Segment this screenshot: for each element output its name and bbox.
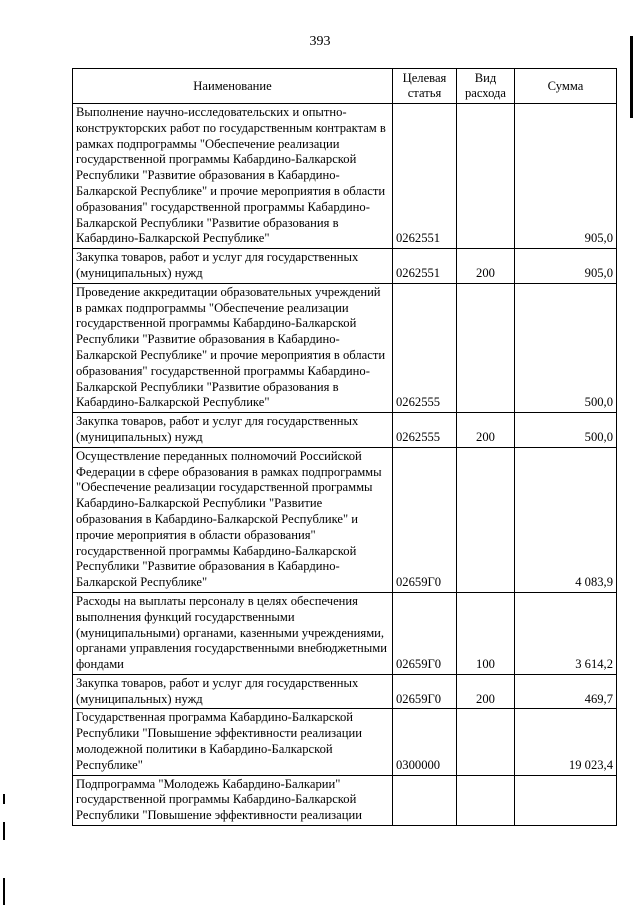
row-amount: 905,0: [515, 104, 617, 249]
row-expense-type: [457, 283, 515, 412]
row-name: Расходы на выплаты персоналу в целях обеспечения выполнения функций государственными (муниципальными) органами, казенными учреждениями, органами управления государственными внебюджетными фондами: [73, 592, 393, 674]
scan-edge-mark: [630, 36, 633, 118]
row-expense-type: [457, 709, 515, 775]
table-row: [73, 775, 617, 825]
row-name: Государственная программа Кабардино-Балкарской Республики "Повышение эффективности реализации молодежной политики в Кабардино-Балкарской Республике": [73, 709, 393, 775]
row-amount: [515, 775, 617, 825]
header-expense-type: Вид расхода: [457, 69, 515, 104]
row-expense-type: 100: [457, 592, 515, 674]
scan-edge-mark: [3, 822, 5, 840]
table-row: [73, 249, 617, 284]
table-row: [73, 413, 617, 448]
row-amount: 469,7: [515, 674, 617, 709]
row-target-article: 02659Г0: [393, 447, 457, 592]
table-row: [73, 447, 617, 592]
page-number: 393: [309, 34, 331, 49]
row-expense-type: [457, 447, 515, 592]
row-amount: 500,0: [515, 413, 617, 448]
table-row: [73, 283, 617, 412]
row-expense-type: 200: [457, 674, 515, 709]
table-row: [73, 104, 617, 249]
row-name: Проведение аккредитации образовательных учреждений в рамках подпрограммы "Обеспечение реализации государственной программы Кабардино-Балкарской Республики "Развитие образования в Кабардино-Балкарской Республике" и прочие мероприятия в области образования" государственной программы Кабардино-Балкарской Республики "Развитие образования в Кабардино-Балкарской Республике": [73, 283, 393, 412]
header-amount: Сумма: [515, 69, 617, 104]
budget-table: [72, 68, 617, 826]
row-target-article: 0262555: [393, 283, 457, 412]
row-target-article: 0262551: [393, 249, 457, 284]
row-target-article: 0300000: [393, 709, 457, 775]
row-amount: 500,0: [515, 283, 617, 412]
table-header-row: [73, 69, 617, 104]
row-target-article: [393, 775, 457, 825]
row-name: Подпрограмма "Молодежь Кабардино-Балкарии" государственной программы Кабардино-Балкарской Республики "Повышение эффективности реализации: [73, 775, 393, 825]
table-row: [73, 674, 617, 709]
row-expense-type: 200: [457, 249, 515, 284]
row-name: Выполнение научно-исследовательских и опытно-конструкторских работ по государственным контрактам в рамках подпрограммы "Обеспечение реализации государственной программы Кабардино-Балкарской Республики "Развитие образования в Кабардино-Балкарской Республике" и прочие мероприятия в области образования" государственной программы Кабардино-Балкарской Республики "Развитие образования в Кабардино-Балкарской Республике": [73, 104, 393, 249]
row-target-article: 0262555: [393, 413, 457, 448]
row-amount: 3 614,2: [515, 592, 617, 674]
row-target-article: 0262551: [393, 104, 457, 249]
table-row: [73, 592, 617, 674]
row-name: Закупка товаров, работ и услуг для государственных (муниципальных) нужд: [73, 413, 393, 448]
row-amount: 4 083,9: [515, 447, 617, 592]
table-row: [73, 709, 617, 775]
scan-edge-mark: [3, 878, 5, 905]
row-amount: 905,0: [515, 249, 617, 284]
row-expense-type: [457, 775, 515, 825]
header-name: Наименование: [73, 69, 393, 104]
row-name: Закупка товаров, работ и услуг для государственных (муниципальных) нужд: [73, 674, 393, 709]
row-name: Осуществление переданных полномочий Российской Федерации в сфере образования в рамках подпрограммы "Обеспечение реализации государственной программы Кабардино-Балкарской Республики "Развитие образования в Кабардино-Балкарской Республике" и прочие мероприятия в области образования" государственной программы Кабардино-Балкарской Республики "Развитие образования в Кабардино-Балкарской Республике": [73, 447, 393, 592]
row-target-article: 02659Г0: [393, 674, 457, 709]
row-name: Закупка товаров, работ и услуг для государственных (муниципальных) нужд: [73, 249, 393, 284]
row-amount: 19 023,4: [515, 709, 617, 775]
header-target-article: Целевая статья: [393, 69, 457, 104]
row-expense-type: [457, 104, 515, 249]
row-expense-type: 200: [457, 413, 515, 448]
scan-edge-mark: [3, 794, 5, 804]
row-target-article: 02659Г0: [393, 592, 457, 674]
